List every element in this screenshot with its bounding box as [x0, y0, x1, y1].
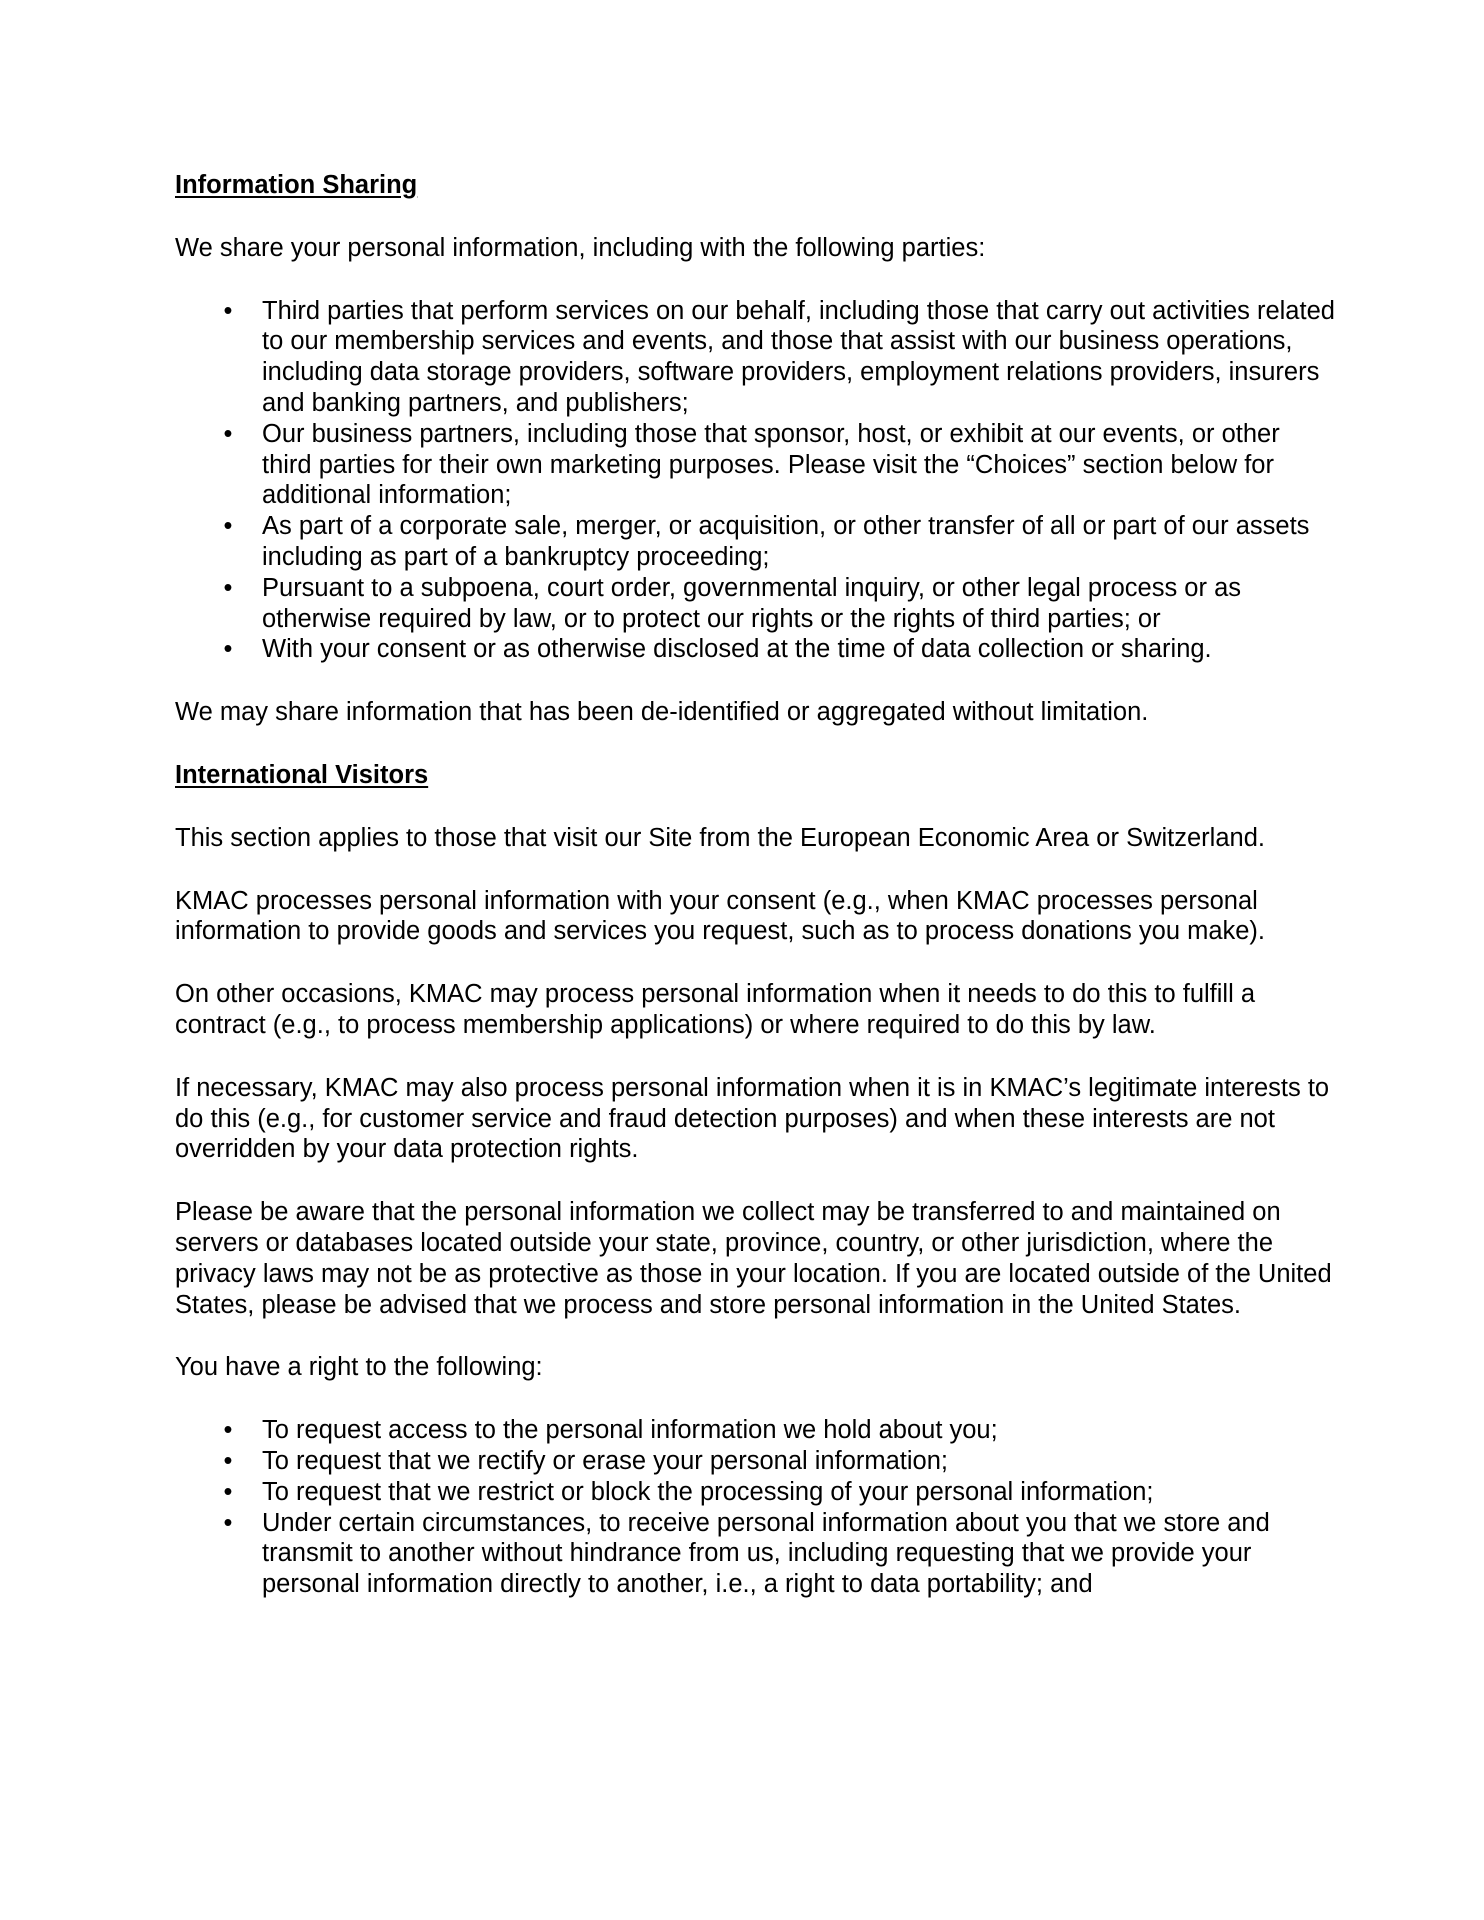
bullet-icon: •: [223, 635, 233, 664]
list-item: • Our business partners, including those that sponsor, host, or exhibit at our events, or other third parties for their own marketing purposes. Please visit the “Choices” section below for additional information;: [175, 419, 1335, 511]
sharing-closing: We may share information that has been de-identified or aggregated without limitation.: [175, 698, 1149, 727]
sharing-intro: We share your personal information, including with the following parties:: [175, 233, 986, 262]
bullet-icon: •: [223, 296, 233, 325]
list-item: • With your consent or as otherwise disclosed at the time of data collection or sharing.: [175, 634, 1335, 665]
section-heading-international-visitors: International Visitors: [175, 760, 429, 789]
list-item: • Under certain circumstances, to receive personal information about you that we store and transmit to another without hindrance from us, including requesting that we provide your personal information directly to another, i.e., a right to data portability; and: [175, 1508, 1335, 1600]
rights-list: [175, 1415, 1335, 1600]
section-heading-information-sharing: Information Sharing: [175, 171, 418, 199]
document-page: [175, 170, 1335, 1600]
list-item: • To request that we restrict or block the processing of your personal information;: [175, 1477, 1335, 1508]
sharing-list: [175, 296, 1335, 666]
bullet-icon: •: [223, 1508, 233, 1537]
bullet-icon: •: [223, 1477, 233, 1506]
list-item: • To request access to the personal information we hold about you;: [175, 1415, 1335, 1446]
bullet-icon: •: [223, 573, 233, 602]
paragraph: Please be aware that the personal information we collect may be transferred to and maintained on servers or databases located outside your state, province, country, or other jurisdiction, where the privacy laws may not be as protective as those in your location. If you are located outside of the United States, please be advised that we process and store personal information in the United States.: [175, 1198, 1332, 1319]
list-item: • Third parties that perform services on our behalf, including those that carry out activities related to our membership services and events, and those that assist with our business operations, including data storage providers, software providers, employment relations providers, insurers and banking partners, and publishers;: [175, 296, 1335, 419]
paragraph: You have a right to the following:: [175, 1353, 543, 1382]
bullet-icon: •: [223, 419, 233, 448]
paragraph: On other occasions, KMAC may process personal information when it needs to do this to fulfill a contract (e.g., to process membership applications) or where required to do this by law.: [175, 980, 1256, 1039]
bullet-icon: •: [223, 1446, 233, 1475]
paragraph: KMAC processes personal information with your consent (e.g., when KMAC processes personal information to provide goods and services you request, such as to process donations you make).: [175, 886, 1266, 946]
bullet-icon: •: [223, 1416, 233, 1445]
list-item: • As part of a corporate sale, merger, or acquisition, or other transfer of all or part of our assets including as part of a bankruptcy proceeding;: [175, 511, 1335, 573]
paragraph: If necessary, KMAC may also process personal information when it is in KMAC’s legitimate interests to do this (e.g., for customer service and fraud detection purposes) and when these interests are not overridden by your data protection rights.: [175, 1073, 1330, 1164]
paragraph: This section applies to those that visit our Site from the European Economic Area or Switzerland.: [175, 823, 1265, 852]
bullet-icon: •: [223, 512, 233, 541]
list-item: • Pursuant to a subpoena, court order, governmental inquiry, or other legal process or as otherwise required by law, or to protect our rights or the rights of third parties; or: [175, 573, 1335, 635]
list-item: • To request that we rectify or erase your personal information;: [175, 1446, 1335, 1477]
